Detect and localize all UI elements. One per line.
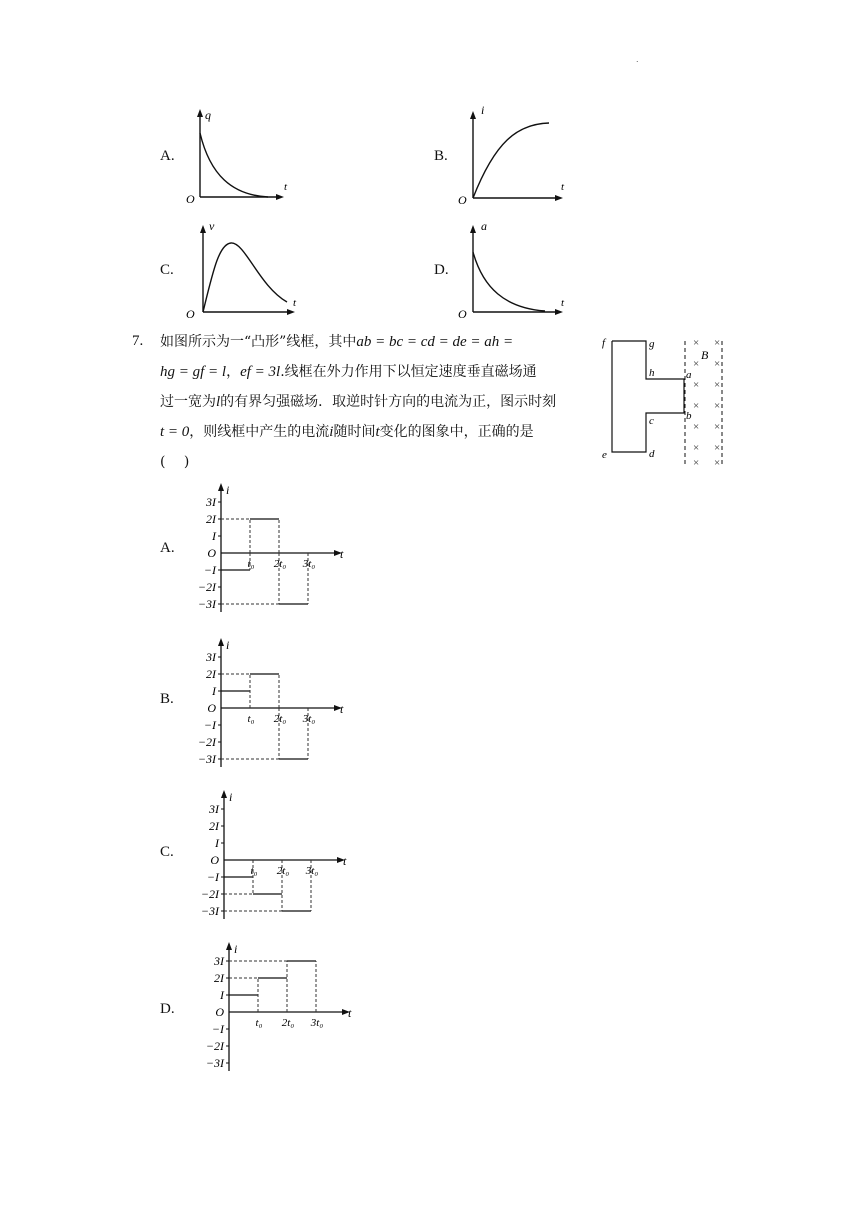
x-axis-label: t: [348, 1006, 352, 1020]
field-cross: ×: [714, 379, 721, 391]
q7-option-a-label: A.: [160, 540, 175, 556]
field-cross: ×: [714, 400, 721, 412]
y-tick-label: 2I: [206, 667, 216, 681]
y-tick-label: 3I: [209, 802, 219, 816]
q6-d-xlabel: t: [561, 297, 565, 309]
vertex-f: f: [602, 337, 606, 349]
y-tick-label: −I: [211, 1022, 224, 1036]
q7-option-c-label: C.: [160, 844, 174, 860]
field-cross: ×: [714, 457, 721, 468]
y-tick-label: −3I: [200, 904, 219, 918]
x-tick-label: t₀: [255, 1017, 263, 1029]
x-axis-label: t: [340, 702, 344, 716]
field-cross: ×: [714, 358, 721, 370]
q7-answer-blank: ( ): [160, 454, 190, 470]
field-cross: ×: [693, 442, 700, 454]
x-tick-label: t₀: [250, 865, 258, 877]
q6-c-xlabel: t: [293, 297, 297, 309]
field-cross: ×: [693, 358, 700, 370]
field-cross: ×: [714, 421, 721, 433]
x-tick-label: 3t₀: [302, 713, 316, 725]
y-tick-label: −I: [203, 563, 216, 577]
q6-b-ylabel: i: [481, 103, 485, 117]
q7-graph-d: [193, 941, 363, 1081]
q7-graph-a: [185, 482, 355, 614]
y-tick-label: −3I: [197, 752, 216, 766]
y-tick-label: I: [220, 988, 224, 1002]
y-tick-label: O: [215, 1005, 224, 1019]
q7-line-4: t = 0，则线框中产生的电流i随时间t变化的图象中，正确的是: [160, 424, 534, 440]
vertex-b: b: [686, 410, 692, 422]
q6-graph-d: [455, 216, 575, 320]
y-tick-label: 3I: [206, 650, 216, 664]
y-tick-label: −3I: [205, 1056, 224, 1070]
q7-graph-c: [188, 789, 358, 921]
y-axis-label: i: [229, 790, 233, 804]
y-axis-arrow: [221, 790, 227, 798]
q7-number: 7.: [132, 333, 144, 349]
y-axis-label: i: [226, 638, 230, 652]
field-cross: ×: [714, 337, 721, 349]
vertex-g: g: [649, 338, 655, 350]
y-tick-label: 3I: [214, 954, 224, 968]
vertex-a: a: [686, 369, 692, 381]
field-label-b: B: [701, 348, 709, 362]
x-tick-label: t₀: [247, 713, 255, 725]
vertex-c: c: [649, 415, 654, 427]
x-tick-label: 3t₀: [305, 865, 319, 877]
y-tick-label: I: [212, 529, 216, 543]
x-tick-label: 3t₀: [302, 558, 316, 570]
q6-graph-b: [455, 102, 575, 206]
x-tick-label: 2t₀: [276, 865, 290, 877]
q6-option-c-label: C.: [160, 262, 174, 278]
y-tick-label: O: [207, 701, 216, 715]
vertex-e: e: [602, 449, 607, 461]
field-cross: ×: [693, 421, 700, 433]
y-tick-label: O: [210, 853, 219, 867]
y-tick-label: −2I: [197, 735, 216, 749]
y-tick-label: 3I: [206, 495, 216, 509]
q6-graph-c: [183, 216, 303, 320]
vertex-h: h: [649, 367, 655, 379]
q6-c-origin: O: [186, 307, 195, 320]
q6-graph-a: [180, 105, 290, 205]
y-tick-label: −2I: [197, 580, 216, 594]
q6-option-d-label: D.: [434, 262, 449, 278]
y-tick-label: −2I: [200, 887, 219, 901]
q6-c-ylabel: v: [209, 219, 215, 233]
q6-d-ylabel: a: [481, 219, 487, 233]
x-axis-label: t: [340, 547, 344, 561]
q7-option-d-label: D.: [160, 1001, 175, 1017]
page-mark: .: [636, 54, 639, 64]
q7-line-2: hg = gf = l，ef = 3l.线框在外力作用下以恒定速度垂直磁场通: [160, 364, 537, 380]
y-axis-arrow: [218, 638, 224, 646]
y-tick-label: 2I: [209, 819, 219, 833]
x-tick-label: t₀: [247, 558, 255, 570]
y-tick-label: −I: [206, 870, 219, 884]
x-tick-label: 2t₀: [273, 558, 287, 570]
x-axis-label: t: [343, 854, 347, 868]
q7-stem: [160, 327, 590, 477]
q7-frame-figure: [598, 334, 730, 468]
field-cross: ×: [693, 400, 700, 412]
q6-option-b-label: B.: [434, 148, 448, 164]
y-tick-label: O: [207, 546, 216, 560]
x-tick-label: 3t₀: [310, 1017, 324, 1029]
q6-a-xlabel: t: [284, 181, 288, 193]
q6-a-origin: O: [186, 192, 195, 205]
y-tick-label: −I: [203, 718, 216, 732]
y-tick-label: 2I: [206, 512, 216, 526]
field-cross: ×: [714, 442, 721, 454]
y-tick-label: −3I: [197, 597, 216, 611]
y-axis-arrow: [226, 942, 232, 950]
q6-b-origin: O: [458, 193, 467, 206]
field-cross: ×: [693, 379, 700, 391]
y-tick-label: I: [215, 836, 219, 850]
y-axis-arrow: [218, 483, 224, 491]
q6-a-ylabel: q: [205, 108, 211, 122]
q7-line-1: 如图所示为一“凸形”线框，其中ab = bc = cd = de = ah =: [160, 334, 514, 350]
q6-b-xlabel: t: [561, 181, 565, 193]
y-tick-label: −2I: [205, 1039, 224, 1053]
field-cross: ×: [693, 457, 700, 468]
x-tick-label: 2t₀: [273, 713, 287, 725]
y-tick-label: I: [212, 684, 216, 698]
q6-d-origin: O: [458, 307, 467, 320]
y-tick-label: 2I: [214, 971, 224, 985]
q6-option-a-label: A.: [160, 148, 175, 164]
q7-line-3: 过一宽为l的有界匀强磁场．取逆时针方向的电流为正，图示时刻: [160, 394, 557, 410]
vertex-d: d: [649, 448, 655, 460]
q7-option-b-label: B.: [160, 691, 174, 707]
y-axis-label: i: [226, 483, 230, 497]
field-cross: ×: [693, 337, 700, 349]
q7-graph-b: [185, 637, 355, 769]
y-axis-label: i: [234, 942, 238, 956]
x-tick-label: 2t₀: [281, 1017, 295, 1029]
